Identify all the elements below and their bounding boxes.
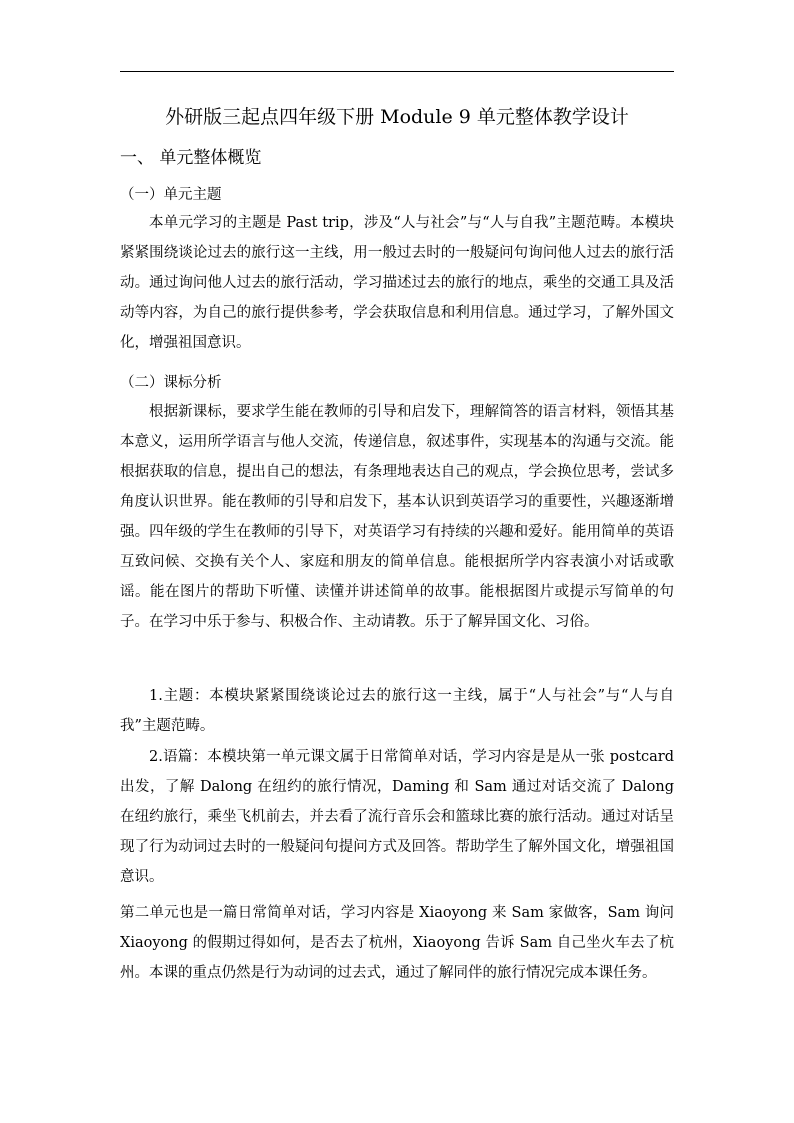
paragraph-point-text: 2.语篇：本模块第一单元课文属于日常简单对话，学习内容是是从一张 postcard 出发，了解 Dalong 在纽约的旅行情况，Daming 和 Sam 通过对话交流了 Dalong 在纽约旅行，乘坐飞机前去，并去看了流行音乐会和篮球比赛的旅行活动。通过对话呈现了行为动词过去时的一般疑问句提问方式及回答。帮助学生了解外国文化，增强祖国意识。	[120, 749, 674, 885]
paragraph-unit-theme: 本单元学习的主题是 Past trip，涉及“人与社会”与“人与自我”主题范畴。本模块紧紧围绕谈论过去的旅行这一主线，用一般过去时的一般疑问句询问他人过去的旅行活动。通过询问他人过去的旅行活动，学习描述过去的旅行的地点，乘坐的交通工具及活动等内容，为自己的旅行提供参考，学会获取信息和利用信息。通过学习，了解外国文化，增强祖国意识。	[120, 215, 674, 351]
header-rule	[120, 71, 674, 72]
document-title: 外研版三起点四年级下册 Module 9 单元整体教学设计	[165, 106, 629, 128]
section-heading-overview: 一、 单元整体概览	[120, 148, 262, 168]
subsection-heading-curriculum: （二）课标分析	[120, 375, 222, 391]
paragraph-point-theme: 1.主题：本模块紧紧围绕谈论过去的旅行这一主线，属于“人与社会”与“人与自我”主题范畴。	[120, 688, 674, 734]
paragraph-unit2: 第二单元也是一篇日常简单对话，学习内容是 Xiaoyong 来 Sam 家做客，Sam 询问 Xiaoyong 的假期过得如何，是否去了杭州，Xiaoyong 告诉 Sam 自己坐火车去了杭州。本课的重点仍然是行为动词的过去式，通过了解同伴的旅行情况完成本课任务。	[120, 905, 674, 981]
paragraph-curriculum-analysis: 根据新课标，要求学生能在教师的引导和启发下，理解简答的语言材料，领悟其基本意义，运用所学语言与他人交流，传递信息，叙述事件，实现基本的沟通与交流。能根据获取的信息，提出自己的想法，有条理地表达自己的观点，学会换位思考，尝试多角度认识世界。能在教师的引导和启发下，基本认识到英语学习的重要性，兴趣逐渐增强。四年级的学生在教师的引导下，对英语学习有持续的兴趣和爱好。能用简单的英语互致问候、交换有关个人、家庭和朋友的简单信息。能根据所学内容表演小对话或歌谣。能在图片的帮助下听懂、读懂并讲述简单的故事。能根据图片或提示写简单的句子。在学习中乐于参与、积极合作、主动请教。乐于了解异国文化、习俗。	[120, 404, 674, 630]
subsection-heading-theme: （一）单元主题	[120, 187, 222, 203]
